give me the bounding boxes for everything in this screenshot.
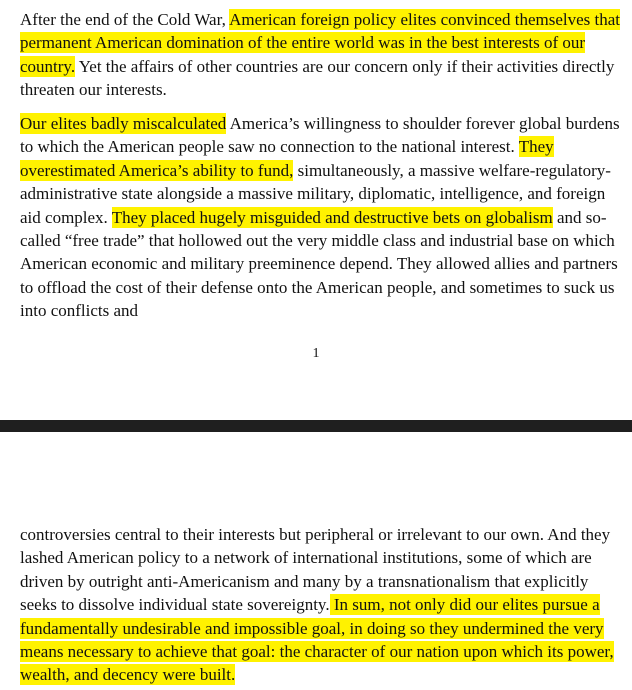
highlighted-text: They placed hugely misguided and destructive bets on globalism — [111, 207, 553, 227]
text-run: After the end of the Cold War, — [20, 10, 230, 29]
page1-paragraph-1 — [20, 8, 620, 102]
page-separator — [0, 420, 632, 432]
page1-paragraph-2 — [20, 112, 620, 323]
text-run: and so-called “free trade” that hollowed out the very middle class and industrial base on which American economic and military preeminence depend. They allowed allies and partners to offload the cost of their defense onto the American people, and sometimes to suck us into conflicts and — [20, 207, 618, 321]
page2-paragraph-1 — [20, 523, 620, 687]
text-run: America’s willingness to shoulder forever global burdens to which the American people saw no connection to the national interest. — [20, 114, 620, 157]
highlighted-text: They overestimated America’s ability to fund, — [20, 137, 554, 180]
text-run: Yet the affairs of other countries are our concern only if their activities directly threaten our interests. — [20, 56, 615, 100]
document-page-2 — [0, 432, 632, 690]
text-run: simultaneously, a massive welfare-regulatory-administrative state alongside a massive military, diplomatic, intelligence, and foreign aid complex. — [20, 160, 611, 227]
page-number: 1 — [312, 346, 320, 361]
highlighted-text: In sum, not only did our elites pursue a fundamentally undesirable and impossible goal, in doing so they undermined the very means necessary to achieve that goal: the character of our nation upon which its power, wealth, and decency were built. — [20, 595, 614, 685]
highlighted-text: American foreign policy elites convinced themselves that permanent American domination of the entire world was in the best interests of our country. — [20, 10, 621, 76]
text-run: controversies central to their interests but peripheral or irrelevant to our own. And they lashed American policy to a network of international institutions, some of which are driven by outright anti-Americanism and many by a transnationalism that explicitly seeks to dissolve individual state sovereignty. — [20, 525, 611, 615]
highlighted-text: Our elites badly miscalculated — [20, 114, 227, 133]
